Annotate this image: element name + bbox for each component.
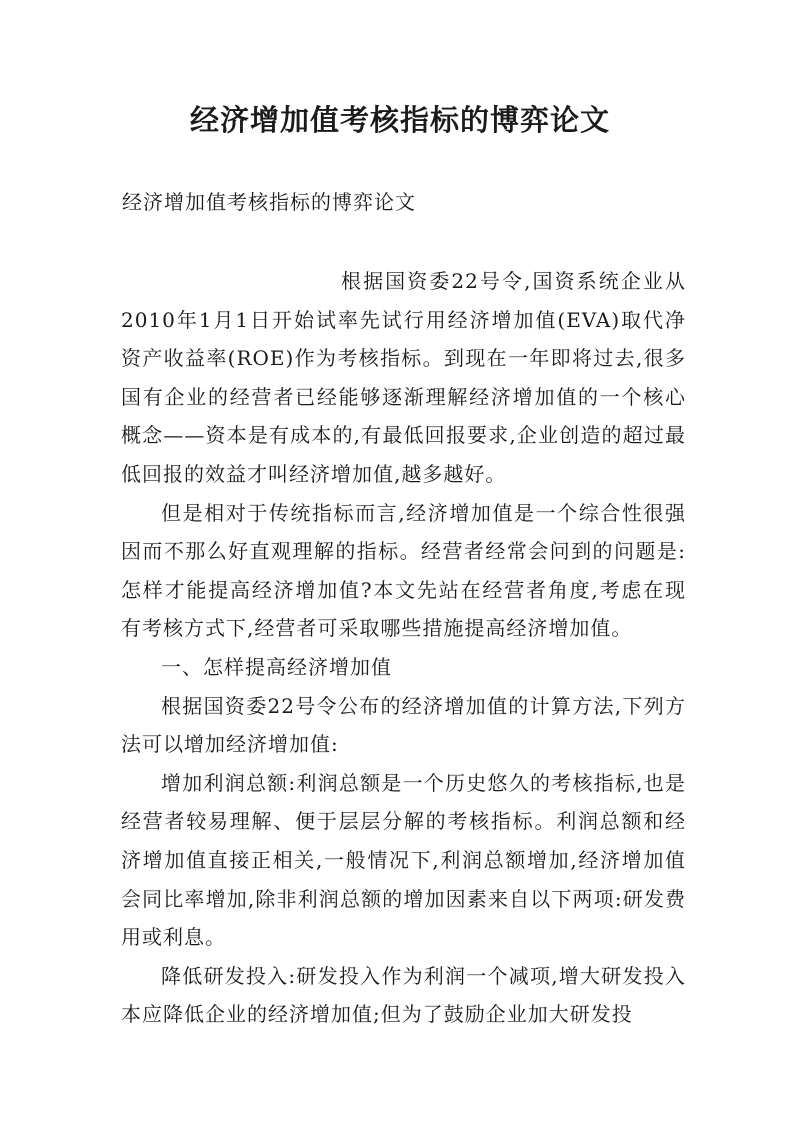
section-heading: 一、怎样提高经济增加值 (161, 654, 392, 679)
paragraph-calc-method: 根据国资委22号令公布的经济增加值的计算方法,下列方法可以增加经济增加值: (121, 693, 686, 757)
paragraph-reduce-rnd: 降低研发投入:研发投入作为利润一个减项,增大研发投入本应降低企业的经济增加值;但为了鼓励企业加大研发投 (121, 963, 686, 1027)
paragraph-increase-profit: 增加利润总额:利润总额是一个历史悠久的考核指标,也是经营者较易理解、便于层层分解的考核指标。利润总额和经济增加值直接正相关,一般情况下,利润总额增加,经济增加值会同比率增加,除非利润总额的增加因素来自以下两项:研发费用或利息。 (121, 770, 686, 950)
document-body (121, 262, 686, 1034)
document-subtitle: 经济增加值考核指标的博弈论文 (122, 190, 416, 214)
paragraph-eva-complexity: 但是相对于传统指标而言,经济增加值是一个综合性很强因而不那么好直观理解的指标。经营者经常会问到的问题是:怎样才能提高经济增加值?本文先站在经营者角度,考虑在现有考核方式下,经营者可采取哪些措施提高经济增加值。 (121, 500, 686, 641)
document-title: 经济增加值考核指标的博弈论文 (189, 103, 610, 137)
paragraph-intro: 根据国资委22号令,国资系统企业从2010年1月1日开始试率先试行用经济增加值(EVA)取代净资产收益率(ROE)作为考核指标。到现在一年即将过去,很多国有企业的经营者已经能够逐渐理解经济增加值的一个核心概念——资本是有成本的,有最低回报要求,企业创造的超过最低回报的效益才叫经济增加值,越多越好。 (121, 269, 686, 486)
